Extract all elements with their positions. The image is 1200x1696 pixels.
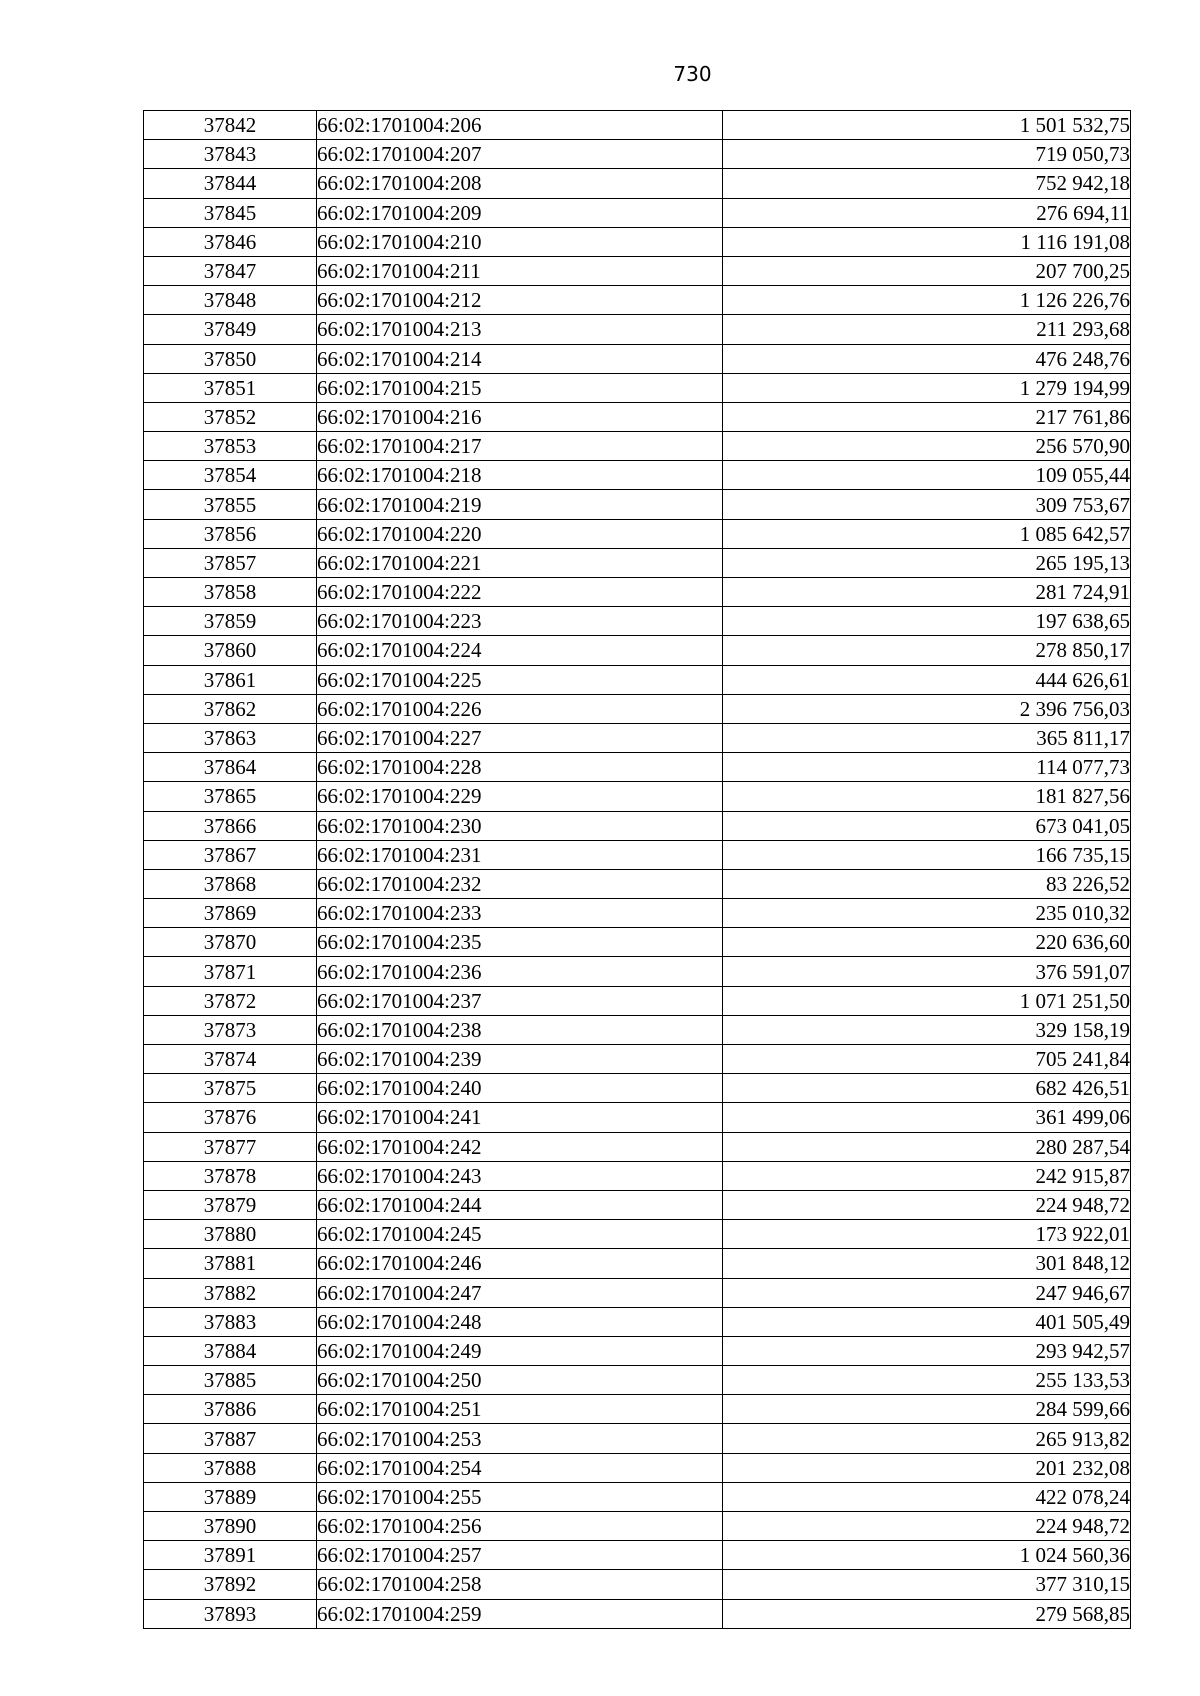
table-row [144, 461, 1131, 490]
row-number-cell: 37858 [144, 578, 317, 607]
cadastral-number-cell: 66:02:1701004:227 [317, 723, 723, 752]
table-row [144, 811, 1131, 840]
table-row [144, 402, 1131, 431]
cadastral-value-cell: 173 922,01 [723, 1220, 1131, 1249]
cadastral-number-cell: 66:02:1701004:231 [317, 840, 723, 869]
table-row [144, 1570, 1131, 1599]
row-number-cell: 37883 [144, 1307, 317, 1336]
cadastral-value-cell: 207 700,25 [723, 256, 1131, 285]
page-number: 730 [673, 62, 712, 86]
row-number-cell: 37878 [144, 1161, 317, 1190]
cadastral-number-cell: 66:02:1701004:220 [317, 519, 723, 548]
cadastral-value-cell: 256 570,90 [723, 432, 1131, 461]
table-row [144, 519, 1131, 548]
table-row [144, 1366, 1131, 1395]
table-row [144, 578, 1131, 607]
cadastral-number-cell: 66:02:1701004:207 [317, 140, 723, 169]
registry-sheet [143, 110, 1131, 1629]
cadastral-value-cell: 752 942,18 [723, 169, 1131, 198]
cadastral-value-cell: 278 850,17 [723, 636, 1131, 665]
cadastral-number-cell: 66:02:1701004:216 [317, 402, 723, 431]
row-number-cell: 37864 [144, 753, 317, 782]
cadastral-value-cell: 197 638,65 [723, 607, 1131, 636]
cadastral-value-cell: 83 226,52 [723, 869, 1131, 898]
table-row [144, 665, 1131, 694]
row-number-cell: 37853 [144, 432, 317, 461]
table-row [144, 1161, 1131, 1190]
cadastral-value-cell: 361 499,06 [723, 1103, 1131, 1132]
cadastral-value-cell: 265 913,82 [723, 1424, 1131, 1453]
cadastral-value-cell: 682 426,51 [723, 1074, 1131, 1103]
row-number-cell: 37859 [144, 607, 317, 636]
cadastral-value-cell: 255 133,53 [723, 1366, 1131, 1395]
row-number-cell: 37863 [144, 723, 317, 752]
cadastral-value-cell: 281 724,91 [723, 578, 1131, 607]
row-number-cell: 37861 [144, 665, 317, 694]
table-row [144, 840, 1131, 869]
cadastral-value-cell: 301 848,12 [723, 1249, 1131, 1278]
cadastral-number-cell: 66:02:1701004:254 [317, 1453, 723, 1482]
cadastral-value-cell: 235 010,32 [723, 899, 1131, 928]
table-row [144, 111, 1131, 140]
cadastral-value-cell: 265 195,13 [723, 548, 1131, 577]
table-row [144, 1307, 1131, 1336]
cadastral-value-cell: 476 248,76 [723, 344, 1131, 373]
row-number-cell: 37868 [144, 869, 317, 898]
cadastral-value-cell: 2 396 756,03 [723, 694, 1131, 723]
cadastral-value-cell: 201 232,08 [723, 1453, 1131, 1482]
cadastral-number-cell: 66:02:1701004:235 [317, 928, 723, 957]
row-number-cell: 37867 [144, 840, 317, 869]
cadastral-value-cell: 1 279 194,99 [723, 373, 1131, 402]
cadastral-value-cell: 1 071 251,50 [723, 986, 1131, 1015]
cadastral-number-cell: 66:02:1701004:253 [317, 1424, 723, 1453]
cadastral-number-cell: 66:02:1701004:217 [317, 432, 723, 461]
cadastral-number-cell: 66:02:1701004:225 [317, 665, 723, 694]
table-row [144, 1453, 1131, 1482]
table-row [144, 286, 1131, 315]
table-row [144, 169, 1131, 198]
cadastral-value-table [143, 110, 1131, 1629]
table-row [144, 1074, 1131, 1103]
cadastral-value-cell: 181 827,56 [723, 782, 1131, 811]
table-row [144, 986, 1131, 1015]
cadastral-value-cell: 247 946,67 [723, 1278, 1131, 1307]
table-row [144, 869, 1131, 898]
table-row [144, 782, 1131, 811]
cadastral-number-cell: 66:02:1701004:236 [317, 957, 723, 986]
cadastral-number-cell: 66:02:1701004:244 [317, 1190, 723, 1219]
cadastral-value-cell: 719 050,73 [723, 140, 1131, 169]
cadastral-number-cell: 66:02:1701004:219 [317, 490, 723, 519]
table-row [144, 1190, 1131, 1219]
row-number-cell: 37886 [144, 1395, 317, 1424]
table-row [144, 1482, 1131, 1511]
cadastral-number-cell: 66:02:1701004:221 [317, 548, 723, 577]
cadastral-value-cell: 444 626,61 [723, 665, 1131, 694]
cadastral-value-cell: 705 241,84 [723, 1045, 1131, 1074]
row-number-cell: 37843 [144, 140, 317, 169]
cadastral-value-cell: 422 078,24 [723, 1482, 1131, 1511]
cadastral-value-cell: 377 310,15 [723, 1570, 1131, 1599]
cadastral-value-cell: 1 024 560,36 [723, 1541, 1131, 1570]
cadastral-number-cell: 66:02:1701004:247 [317, 1278, 723, 1307]
table-row [144, 957, 1131, 986]
cadastral-number-cell: 66:02:1701004:239 [317, 1045, 723, 1074]
row-number-cell: 37879 [144, 1190, 317, 1219]
cadastral-number-cell: 66:02:1701004:213 [317, 315, 723, 344]
row-number-cell: 37887 [144, 1424, 317, 1453]
table-row [144, 1424, 1131, 1453]
row-number-cell: 37851 [144, 373, 317, 402]
row-number-cell: 37871 [144, 957, 317, 986]
cadastral-number-cell: 66:02:1701004:223 [317, 607, 723, 636]
cadastral-number-cell: 66:02:1701004:258 [317, 1570, 723, 1599]
row-number-cell: 37852 [144, 402, 317, 431]
cadastral-number-cell: 66:02:1701004:251 [317, 1395, 723, 1424]
row-number-cell: 37866 [144, 811, 317, 840]
cadastral-value-cell: 217 761,86 [723, 402, 1131, 431]
row-number-cell: 37860 [144, 636, 317, 665]
cadastral-value-cell: 166 735,15 [723, 840, 1131, 869]
table-row [144, 1132, 1131, 1161]
row-number-cell: 37881 [144, 1249, 317, 1278]
cadastral-number-cell: 66:02:1701004:232 [317, 869, 723, 898]
table-row [144, 344, 1131, 373]
row-number-cell: 37854 [144, 461, 317, 490]
table-row [144, 1220, 1131, 1249]
cadastral-number-cell: 66:02:1701004:212 [317, 286, 723, 315]
row-number-cell: 37862 [144, 694, 317, 723]
row-number-cell: 37856 [144, 519, 317, 548]
cadastral-value-cell: 242 915,87 [723, 1161, 1131, 1190]
table-row [144, 1278, 1131, 1307]
cadastral-number-cell: 66:02:1701004:249 [317, 1336, 723, 1365]
cadastral-number-cell: 66:02:1701004:210 [317, 227, 723, 256]
table-row [144, 1103, 1131, 1132]
row-number-cell: 37882 [144, 1278, 317, 1307]
cadastral-value-cell: 109 055,44 [723, 461, 1131, 490]
table-row [144, 1015, 1131, 1044]
row-number-cell: 37893 [144, 1599, 317, 1628]
table-row [144, 1336, 1131, 1365]
cadastral-value-cell: 276 694,11 [723, 198, 1131, 227]
row-number-cell: 37849 [144, 315, 317, 344]
cadastral-value-cell: 1 085 642,57 [723, 519, 1131, 548]
cadastral-value-cell: 1 501 532,75 [723, 111, 1131, 140]
cadastral-number-cell: 66:02:1701004:245 [317, 1220, 723, 1249]
table-row [144, 1599, 1131, 1628]
cadastral-number-cell: 66:02:1701004:218 [317, 461, 723, 490]
cadastral-number-cell: 66:02:1701004:211 [317, 256, 723, 285]
row-number-cell: 37869 [144, 899, 317, 928]
cadastral-number-cell: 66:02:1701004:246 [317, 1249, 723, 1278]
cadastral-number-cell: 66:02:1701004:214 [317, 344, 723, 373]
cadastral-number-cell: 66:02:1701004:238 [317, 1015, 723, 1044]
row-number-cell: 37848 [144, 286, 317, 315]
cadastral-number-cell: 66:02:1701004:224 [317, 636, 723, 665]
row-number-cell: 37880 [144, 1220, 317, 1249]
table-row [144, 1541, 1131, 1570]
row-number-cell: 37884 [144, 1336, 317, 1365]
row-number-cell: 37842 [144, 111, 317, 140]
row-number-cell: 37892 [144, 1570, 317, 1599]
cadastral-number-cell: 66:02:1701004:228 [317, 753, 723, 782]
table-row [144, 607, 1131, 636]
cadastral-number-cell: 66:02:1701004:242 [317, 1132, 723, 1161]
cadastral-value-cell: 309 753,67 [723, 490, 1131, 519]
row-number-cell: 37875 [144, 1074, 317, 1103]
cadastral-value-cell: 284 599,66 [723, 1395, 1131, 1424]
table-row [144, 899, 1131, 928]
cadastral-number-cell: 66:02:1701004:259 [317, 1599, 723, 1628]
table-row [144, 1045, 1131, 1074]
cadastral-number-cell: 66:02:1701004:257 [317, 1541, 723, 1570]
cadastral-value-cell: 224 948,72 [723, 1512, 1131, 1541]
table-row [144, 753, 1131, 782]
cadastral-number-cell: 66:02:1701004:222 [317, 578, 723, 607]
cadastral-number-cell: 66:02:1701004:233 [317, 899, 723, 928]
cadastral-value-cell: 279 568,85 [723, 1599, 1131, 1628]
table-row [144, 636, 1131, 665]
cadastral-value-cell: 211 293,68 [723, 315, 1131, 344]
row-number-cell: 37857 [144, 548, 317, 577]
table-row [144, 1395, 1131, 1424]
row-number-cell: 37847 [144, 256, 317, 285]
cadastral-number-cell: 66:02:1701004:255 [317, 1482, 723, 1511]
row-number-cell: 37844 [144, 169, 317, 198]
row-number-cell: 37846 [144, 227, 317, 256]
table-row [144, 490, 1131, 519]
cadastral-number-cell: 66:02:1701004:215 [317, 373, 723, 402]
row-number-cell: 37873 [144, 1015, 317, 1044]
table-row [144, 315, 1131, 344]
table-row [144, 1512, 1131, 1541]
cadastral-value-cell: 224 948,72 [723, 1190, 1131, 1219]
table-row [144, 373, 1131, 402]
row-number-cell: 37870 [144, 928, 317, 957]
row-number-cell: 37845 [144, 198, 317, 227]
table-row [144, 227, 1131, 256]
cadastral-number-cell: 66:02:1701004:240 [317, 1074, 723, 1103]
table-body [144, 111, 1131, 1629]
cadastral-value-cell: 280 287,54 [723, 1132, 1131, 1161]
cadastral-number-cell: 66:02:1701004:250 [317, 1366, 723, 1395]
row-number-cell: 37890 [144, 1512, 317, 1541]
cadastral-number-cell: 66:02:1701004:229 [317, 782, 723, 811]
cadastral-value-cell: 220 636,60 [723, 928, 1131, 957]
row-number-cell: 37855 [144, 490, 317, 519]
row-number-cell: 37885 [144, 1366, 317, 1395]
row-number-cell: 37850 [144, 344, 317, 373]
cadastral-value-cell: 329 158,19 [723, 1015, 1131, 1044]
table-row [144, 928, 1131, 957]
cadastral-value-cell: 365 811,17 [723, 723, 1131, 752]
row-number-cell: 37876 [144, 1103, 317, 1132]
table-row [144, 256, 1131, 285]
cadastral-number-cell: 66:02:1701004:243 [317, 1161, 723, 1190]
table-row [144, 432, 1131, 461]
cadastral-number-cell: 66:02:1701004:256 [317, 1512, 723, 1541]
row-number-cell: 37888 [144, 1453, 317, 1482]
cadastral-value-cell: 401 505,49 [723, 1307, 1131, 1336]
cadastral-number-cell: 66:02:1701004:241 [317, 1103, 723, 1132]
cadastral-value-cell: 1 126 226,76 [723, 286, 1131, 315]
cadastral-number-cell: 66:02:1701004:248 [317, 1307, 723, 1336]
cadastral-value-cell: 293 942,57 [723, 1336, 1131, 1365]
cadastral-number-cell: 66:02:1701004:230 [317, 811, 723, 840]
row-number-cell: 37891 [144, 1541, 317, 1570]
table-row [144, 140, 1131, 169]
cadastral-value-cell: 1 116 191,08 [723, 227, 1131, 256]
cadastral-value-cell: 673 041,05 [723, 811, 1131, 840]
cadastral-number-cell: 66:02:1701004:226 [317, 694, 723, 723]
cadastral-value-cell: 376 591,07 [723, 957, 1131, 986]
row-number-cell: 37889 [144, 1482, 317, 1511]
table-row [144, 548, 1131, 577]
cadastral-number-cell: 66:02:1701004:206 [317, 111, 723, 140]
table-row [144, 723, 1131, 752]
cadastral-number-cell: 66:02:1701004:237 [317, 986, 723, 1015]
row-number-cell: 37874 [144, 1045, 317, 1074]
row-number-cell: 37865 [144, 782, 317, 811]
row-number-cell: 37877 [144, 1132, 317, 1161]
cadastral-number-cell: 66:02:1701004:208 [317, 169, 723, 198]
table-row [144, 198, 1131, 227]
table-row [144, 1249, 1131, 1278]
cadastral-value-cell: 114 077,73 [723, 753, 1131, 782]
cadastral-number-cell: 66:02:1701004:209 [317, 198, 723, 227]
row-number-cell: 37872 [144, 986, 317, 1015]
table-row [144, 694, 1131, 723]
